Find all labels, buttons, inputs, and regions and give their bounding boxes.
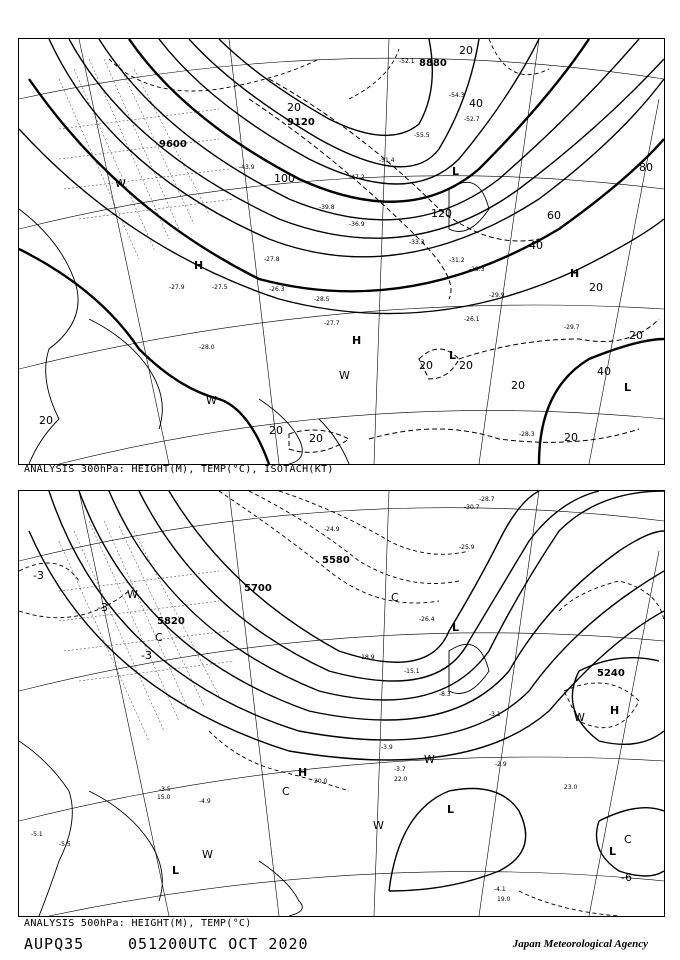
warm-center: W — [424, 753, 435, 766]
temperature-value: -5.1 — [31, 831, 43, 838]
cold-center: C — [391, 591, 399, 604]
isotach-label: 20 — [419, 359, 433, 372]
temperature-value: -3.9 — [381, 744, 393, 751]
warm-center: W — [127, 588, 138, 601]
high-center: H — [194, 259, 204, 272]
temperature-value: -27.7 — [324, 320, 340, 327]
warm-center: W — [202, 848, 213, 861]
coastlines — [19, 182, 489, 464]
isotach-label: 120 — [431, 207, 452, 220]
low-center: L — [172, 864, 180, 877]
temperature-value: 22.0 — [394, 776, 408, 783]
isotherm-label: -3 — [141, 649, 152, 662]
isotach-label: 20 — [629, 329, 643, 342]
low-center: L — [449, 349, 457, 362]
isotherm-label: -3 — [33, 569, 44, 582]
isotach-label: 40 — [597, 365, 611, 378]
temperature-value: -26.1 — [464, 316, 480, 323]
isotach-label: 100 — [274, 172, 295, 185]
isotach-label: 20 — [287, 101, 301, 114]
isotach-label: 20 — [511, 379, 525, 392]
moist-hatching — [59, 521, 234, 741]
isotach-label: 20 — [39, 414, 53, 427]
high-center: H — [352, 334, 362, 347]
cold-center: C — [624, 833, 632, 846]
low-center: L — [609, 845, 617, 858]
analysis-300hpa-map — [18, 38, 665, 465]
temperature-value: -3.1 — [489, 711, 501, 718]
high-center: H — [570, 267, 580, 280]
agency-name: Japan Meteorological Agency — [512, 938, 648, 950]
height-contours — [19, 39, 664, 464]
isotherms — [109, 39, 549, 99]
temperature-value: -28.3 — [519, 431, 535, 438]
temperature-value: -15.1 — [404, 668, 420, 675]
lat-lon-grid — [19, 39, 664, 464]
temperature-value: -29.9 — [489, 292, 505, 299]
isotach-label: 40 — [529, 239, 543, 252]
isotachs — [249, 79, 659, 452]
temperature-value: -51.4 — [379, 157, 395, 164]
temperature-value: -55.5 — [414, 132, 430, 139]
height-label: 5240 — [597, 668, 625, 679]
isotach-label: 80 — [639, 161, 653, 174]
high-center: H — [298, 766, 308, 779]
temperature-value: -27.8 — [264, 256, 280, 263]
temperature-value: 20.0 — [314, 778, 328, 785]
temperature-value: 23.0 — [564, 784, 578, 791]
temperature-value: -18.9 — [359, 654, 375, 661]
temperature-value: -25.9 — [459, 544, 475, 551]
temperature-value: -31.2 — [449, 257, 465, 264]
isotach-label: 20 — [589, 281, 603, 294]
isotach-label: 20 — [459, 44, 473, 57]
warm-center: W — [115, 177, 126, 190]
panel-caption-500hpa: ANALYSIS 500hPa: HEIGHT(M), TEMP(°C) — [24, 918, 252, 929]
temperature-value: -29.3 — [469, 266, 485, 273]
height-label: 9600 — [159, 139, 187, 150]
temperature-value: -36.9 — [349, 221, 365, 228]
temperature-value: -26.3 — [269, 286, 285, 293]
warm-center: W — [339, 369, 350, 382]
temperature-value: -33.3 — [409, 239, 425, 246]
temperature-value: -3.7 — [394, 766, 406, 773]
warm-center: W — [206, 394, 217, 407]
temperature-value: -5.5 — [59, 841, 71, 848]
height-label: 5580 — [322, 555, 350, 566]
height-label: 5700 — [244, 583, 272, 594]
temperature-value: -27.9 — [169, 284, 185, 291]
temperature-value: -3.5 — [159, 786, 171, 793]
isotherm-label: -6 — [621, 871, 632, 884]
isotherm-label: -3 — [97, 601, 108, 614]
temperature-value: -52.1 — [399, 58, 415, 65]
temperature-value: 19.0 — [497, 896, 511, 903]
temperature-value: -26.4 — [419, 616, 435, 623]
temperature-value: -2.9 — [495, 761, 507, 768]
warm-center: W — [373, 819, 384, 832]
high-center: H — [610, 704, 620, 717]
temperature-value: -27.5 — [212, 284, 228, 291]
low-center: L — [447, 803, 455, 816]
map-500hpa-canvas — [19, 491, 664, 916]
isotach-label: 60 — [547, 209, 561, 222]
temperature-value: -28.0 — [199, 344, 215, 351]
temperature-value: -28.7 — [479, 496, 495, 503]
low-center: L — [624, 381, 632, 394]
isotach-label: 20 — [459, 359, 473, 372]
warm-center: W — [574, 711, 585, 724]
low-center: L — [452, 621, 460, 634]
valid-time: 051200UTC OCT 2020 — [128, 935, 309, 953]
analysis-500hpa-map — [18, 490, 665, 917]
panel-caption-300hpa: ANALYSIS 300hPa: HEIGHT(M), TEMP(°C), ISOTACH(KT) — [24, 464, 334, 475]
height-label: 5820 — [157, 616, 185, 627]
isotach-label: 20 — [564, 431, 578, 444]
temperature-value: -8.3 — [439, 691, 451, 698]
temperature-value: -24.9 — [324, 526, 340, 533]
temperature-value: -54.3 — [449, 92, 465, 99]
cold-center: C — [282, 785, 290, 798]
temperature-value: -28.5 — [314, 296, 330, 303]
isotach-label: 40 — [469, 97, 483, 110]
cold-center: C — [155, 631, 163, 644]
chart-code: AUPQ35 — [24, 935, 85, 953]
height-label: 9120 — [287, 117, 315, 128]
temperature-plots — [31, 496, 578, 903]
temperature-value: 15.0 — [157, 794, 171, 801]
low-center: L — [452, 165, 460, 178]
temperature-value: -4.9 — [199, 798, 211, 805]
isotach-label: 20 — [309, 432, 323, 445]
map-300hpa-canvas — [19, 39, 664, 464]
temperature-value: -29.7 — [564, 324, 580, 331]
temperature-value: -39.8 — [319, 204, 335, 211]
temperature-value: -30.7 — [464, 504, 480, 511]
moist-hatching — [59, 59, 234, 259]
coastlines — [19, 644, 489, 916]
temperature-value: -47.2 — [349, 174, 365, 181]
temperature-value: -52.7 — [464, 116, 480, 123]
temperature-value: -4.1 — [494, 886, 506, 893]
temperature-value: -43.9 — [239, 164, 255, 171]
height-label: 8880 — [419, 58, 447, 69]
isotach-label: 20 — [269, 424, 283, 437]
